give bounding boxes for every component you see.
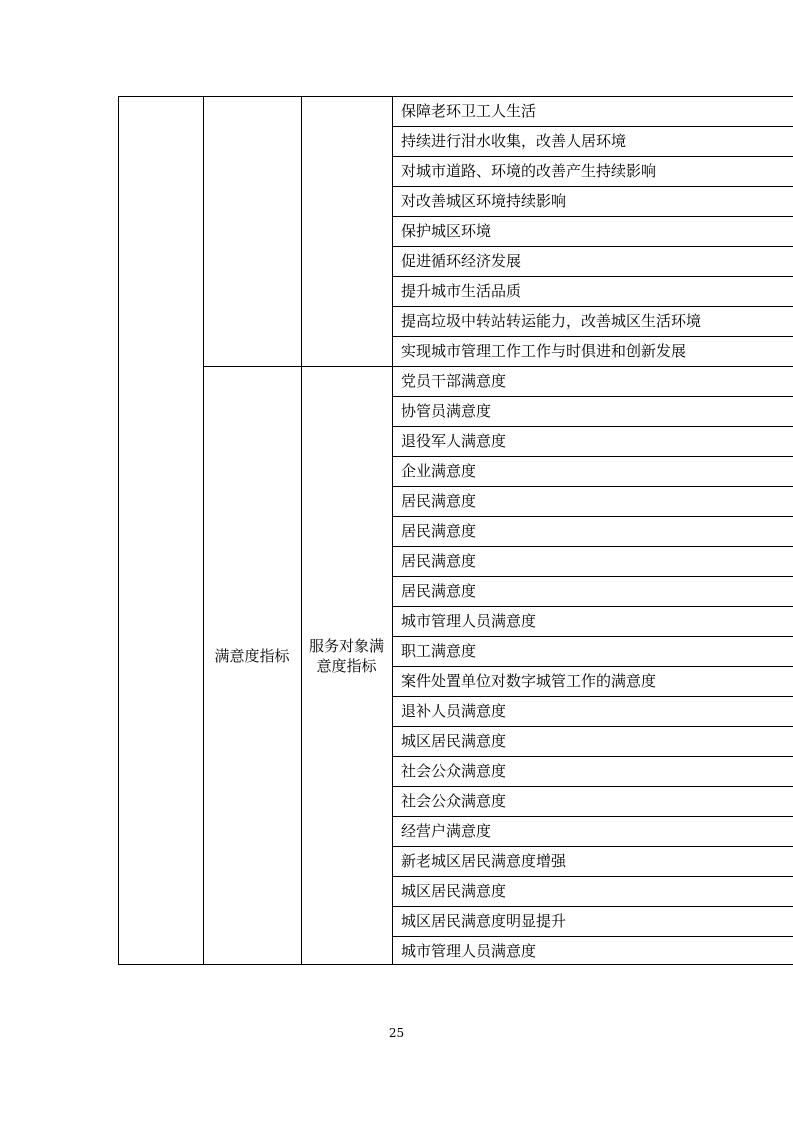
table-row: 城区居民满意度 [401, 882, 507, 900]
table-row: 居民满意度 [401, 552, 477, 570]
table-row: 职工满意度 [401, 642, 477, 660]
table-row: 案件处置单位对数字城管工作的满意度 [401, 672, 657, 690]
table-row: 对城市道路、环境的改善产生持续影响 [401, 162, 657, 180]
table-row: 城市管理人员满意度 [401, 942, 537, 960]
satisfaction-indicator-label: 满意度指标 [214, 647, 290, 665]
column-divider [203, 97, 204, 964]
indicator-table [118, 96, 793, 965]
table-row: 新老城区居民满意度增强 [401, 852, 567, 870]
table-row: 退役军人满意度 [401, 432, 507, 450]
service-object-satisfaction-label: 服务对象满意度指标 [309, 637, 385, 675]
column-divider [392, 97, 393, 964]
table-row: 持续进行泔水收集，改善人居环境 [401, 132, 627, 150]
table-row: 党员干部满意度 [401, 372, 507, 390]
table-row: 保护城区环境 [401, 222, 492, 240]
table-row: 企业满意度 [401, 462, 477, 480]
table-row: 城区居民满意度明显提升 [401, 912, 567, 930]
page-number: 25 [388, 1026, 405, 1040]
table-row: 实现城市管理工作工作与时俱进和创新发展 [401, 342, 687, 360]
table-row: 提升城市生活品质 [401, 282, 522, 300]
table-row: 社会公众满意度 [401, 792, 507, 810]
table-row: 对改善城区环境持续影响 [401, 192, 567, 210]
table-row: 经营户满意度 [401, 822, 492, 840]
table-row: 居民满意度 [401, 582, 477, 600]
table-row: 居民满意度 [401, 492, 477, 510]
table-row: 协管员满意度 [401, 402, 492, 420]
table-row: 社会公众满意度 [401, 762, 507, 780]
column-divider [301, 97, 302, 964]
table-row: 居民满意度 [401, 522, 477, 540]
table-row: 城区居民满意度 [401, 732, 507, 750]
table-row: 保障老环卫工人生活 [401, 102, 537, 120]
table-row: 促进循环经济发展 [401, 252, 522, 270]
table-row: 城市管理人员满意度 [401, 612, 537, 630]
table-row: 退补人员满意度 [401, 702, 507, 720]
table-row: 提高垃圾中转站转运能力，改善城区生活环境 [401, 312, 702, 330]
